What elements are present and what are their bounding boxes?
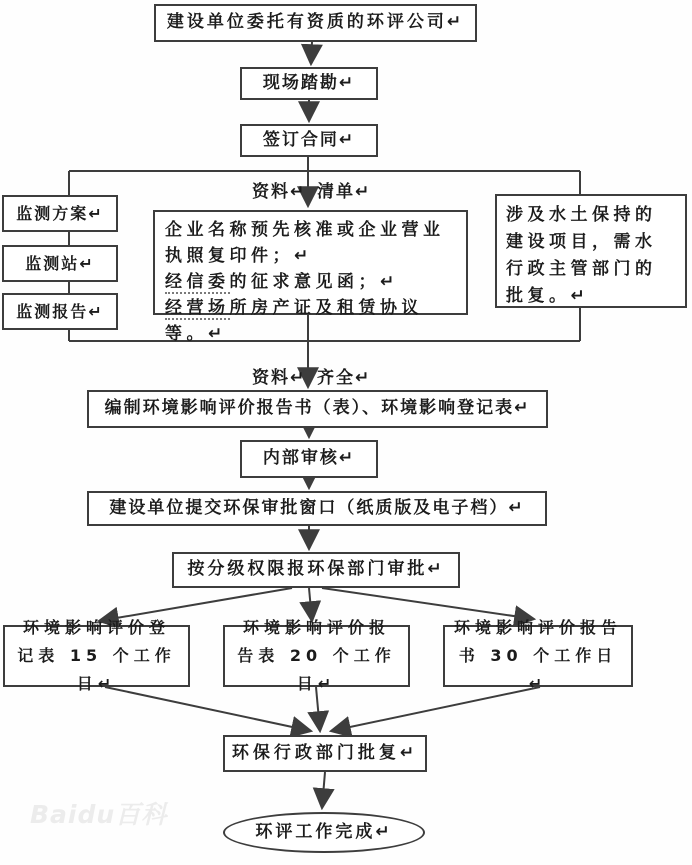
node-graded-authority-approval: 按分级权限报环保部门审批↵ xyxy=(172,552,460,588)
docs-line-property-cert xyxy=(165,295,456,347)
docs-line-property-cert-rest: 所房产证及租赁协议等。↵ xyxy=(165,298,423,344)
node-entrust-company: 建设单位委托有资质的环评公司↵ xyxy=(154,4,477,42)
docs-line-opinion-letter xyxy=(165,269,456,295)
edge-label-complete: 齐全↵ xyxy=(317,368,372,388)
node-internal-review: 内部审核↵ xyxy=(240,440,378,478)
docs-line-business-license: 企业名称预先核准或企业营业执照复印件；↵ xyxy=(165,220,445,266)
edge-label-list: 清单↵ xyxy=(317,182,372,202)
node-admin-department-reply: 环保行政部门批复↵ xyxy=(223,735,427,772)
node-sign-contract: 签订合同↵ xyxy=(240,124,378,157)
node-registration-form-15-days: 环境影响评价登记表 15 个工作日↵ xyxy=(3,625,190,687)
edge-label-materials-2: 资料↵ xyxy=(252,368,307,388)
node-report-book-30-days: 环境影响评价报告书 30 个工作日↵ xyxy=(443,625,633,687)
node-site-survey: 现场踏勘↵ xyxy=(240,67,378,100)
docs-line-opinion-letter-rest: 的征求意见函；↵ xyxy=(229,272,399,292)
node-water-conservation-approval: 涉及水土保持的建设项目，需水行政主管部门的批复。↵ xyxy=(495,194,687,308)
docs-underlined-jingxinwei: 经信委 xyxy=(165,272,230,292)
node-required-documents xyxy=(153,210,468,344)
node-eia-work-complete: 环评工作完成↵ xyxy=(223,812,425,853)
node-report-form-20-days: 环境影响评价报告表 20 个工作日↵ xyxy=(223,625,410,687)
required-documents-text xyxy=(165,217,456,347)
node-monitoring-station: 监测站↵ xyxy=(2,245,118,282)
node-submit-approval-window: 建设单位提交环保审批窗口（纸质版及电子档）↵ xyxy=(87,491,547,526)
node-monitoring-report: 监测报告↵ xyxy=(2,293,118,330)
edge-label-materials-1: 资料↵ xyxy=(252,182,307,202)
node-monitoring-plan: 监测方案↵ xyxy=(2,195,118,232)
docs-underlined-jingyingchang: 经营场 xyxy=(165,298,230,318)
node-compile-report: 编制环境影响评价报告书（表）、环境影响登记表↵ xyxy=(87,390,548,428)
baidu-baike-watermark: Baidu百科 xyxy=(30,800,168,829)
